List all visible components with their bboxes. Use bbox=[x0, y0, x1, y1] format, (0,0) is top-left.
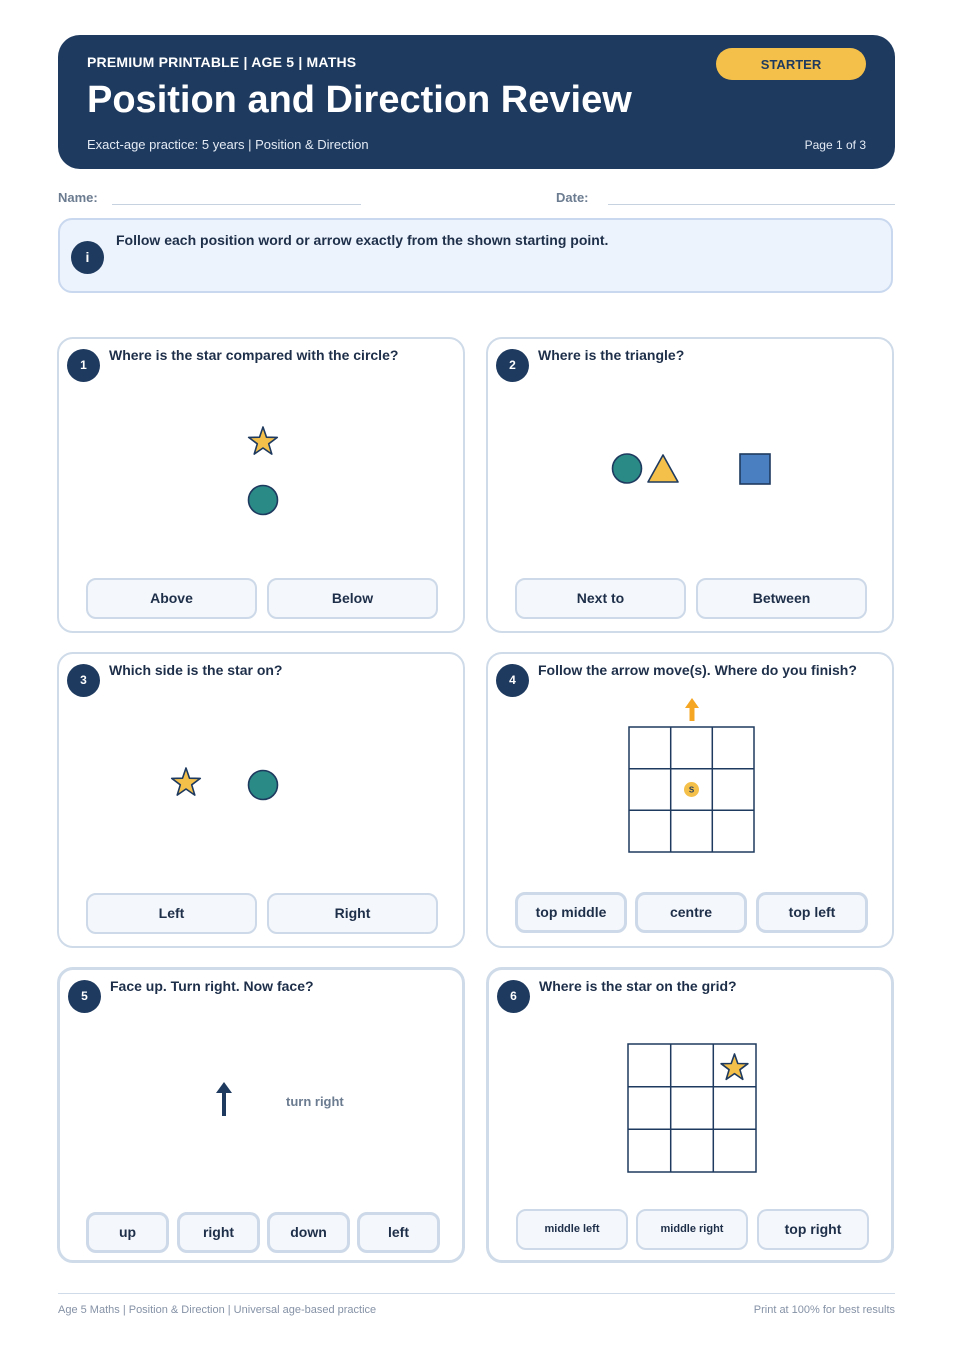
question-card-3 bbox=[57, 652, 465, 948]
option-button[interactable]: left bbox=[357, 1212, 440, 1253]
question-number: 1 bbox=[67, 349, 100, 382]
start-marker-label: S bbox=[688, 785, 695, 795]
circle-shape bbox=[249, 771, 278, 800]
option-button[interactable]: Between bbox=[696, 578, 867, 619]
name-field[interactable] bbox=[112, 204, 361, 205]
circle-shape bbox=[613, 454, 642, 483]
worksheet-header bbox=[58, 35, 895, 169]
arrow-grid-figure bbox=[622, 694, 762, 856]
question-text: Where is the triangle? bbox=[538, 347, 685, 363]
question-number: 2 bbox=[496, 349, 529, 382]
question-number: 4 bbox=[496, 664, 529, 697]
option-button[interactable]: Below bbox=[267, 578, 438, 619]
option-button[interactable]: Right bbox=[267, 893, 438, 934]
option-button[interactable]: down bbox=[267, 1212, 350, 1253]
question-text: Which side is the star on? bbox=[109, 662, 283, 678]
star-shape bbox=[721, 1054, 748, 1079]
footer-left-text: Age 5 Maths | Position & Direction | Universal age-based practice bbox=[58, 1304, 377, 1316]
page-title: Position and Direction Review bbox=[87, 79, 632, 121]
question-text: Face up. Turn right. Now face? bbox=[110, 978, 314, 994]
square-shape bbox=[740, 454, 770, 484]
question-text: Where is the star compared with the circle? bbox=[109, 347, 399, 363]
option-button[interactable]: right bbox=[177, 1212, 260, 1253]
option-button[interactable]: top right bbox=[757, 1209, 869, 1250]
info-icon: i bbox=[71, 241, 104, 274]
star-above-circle-figure bbox=[239, 419, 289, 519]
option-button[interactable]: Next to bbox=[515, 578, 686, 619]
date-label: Date: bbox=[556, 190, 589, 205]
star-shape bbox=[172, 768, 201, 795]
up-arrow-icon bbox=[685, 698, 699, 721]
arrow-up-icon bbox=[210, 1080, 240, 1120]
footer-divider bbox=[58, 1293, 895, 1294]
option-button[interactable]: middle right bbox=[636, 1209, 748, 1250]
question-card-5 bbox=[57, 967, 465, 1263]
question-card-6 bbox=[486, 967, 894, 1263]
question-number: 5 bbox=[68, 980, 101, 1013]
instructions-text: Follow each position word or arrow exactly from the shown starting point. bbox=[116, 232, 609, 248]
question-text: Follow the arrow move(s). Where do you finish? bbox=[538, 662, 857, 678]
question-text: Where is the star on the grid? bbox=[539, 978, 737, 994]
level-badge: STARTER bbox=[716, 48, 866, 80]
date-field[interactable] bbox=[608, 204, 895, 205]
name-label: Name: bbox=[58, 190, 98, 205]
header-kicker: PREMIUM PRINTABLE | AGE 5 | MATHS bbox=[87, 54, 357, 70]
question-number: 6 bbox=[497, 980, 530, 1013]
header-subtitle: Exact-age practice: 5 years | Position & Direction bbox=[87, 137, 369, 152]
option-button[interactable]: Above bbox=[86, 578, 257, 619]
star-left-of-circle-figure bbox=[164, 761, 294, 811]
shapes-row-figure bbox=[598, 444, 788, 494]
turn-right-label: turn right bbox=[286, 1094, 344, 1109]
instructions-box bbox=[58, 218, 893, 293]
star-grid-figure bbox=[623, 1041, 763, 1177]
option-button[interactable]: middle left bbox=[516, 1209, 628, 1250]
circle-shape bbox=[249, 486, 278, 515]
question-card-1 bbox=[57, 337, 465, 633]
footer-right-text: Print at 100% for best results bbox=[753, 1304, 895, 1316]
question-card-4 bbox=[486, 652, 894, 948]
star-shape bbox=[249, 427, 278, 454]
option-button[interactable]: Left bbox=[86, 893, 257, 934]
page-number: Page 1 of 3 bbox=[804, 138, 866, 152]
option-button[interactable]: top left bbox=[756, 892, 868, 933]
question-card-2 bbox=[486, 337, 894, 633]
option-button[interactable]: centre bbox=[635, 892, 747, 933]
triangle-shape bbox=[648, 455, 678, 482]
question-number: 3 bbox=[67, 664, 100, 697]
option-button[interactable]: up bbox=[86, 1212, 169, 1253]
option-button[interactable]: top middle bbox=[515, 892, 627, 933]
